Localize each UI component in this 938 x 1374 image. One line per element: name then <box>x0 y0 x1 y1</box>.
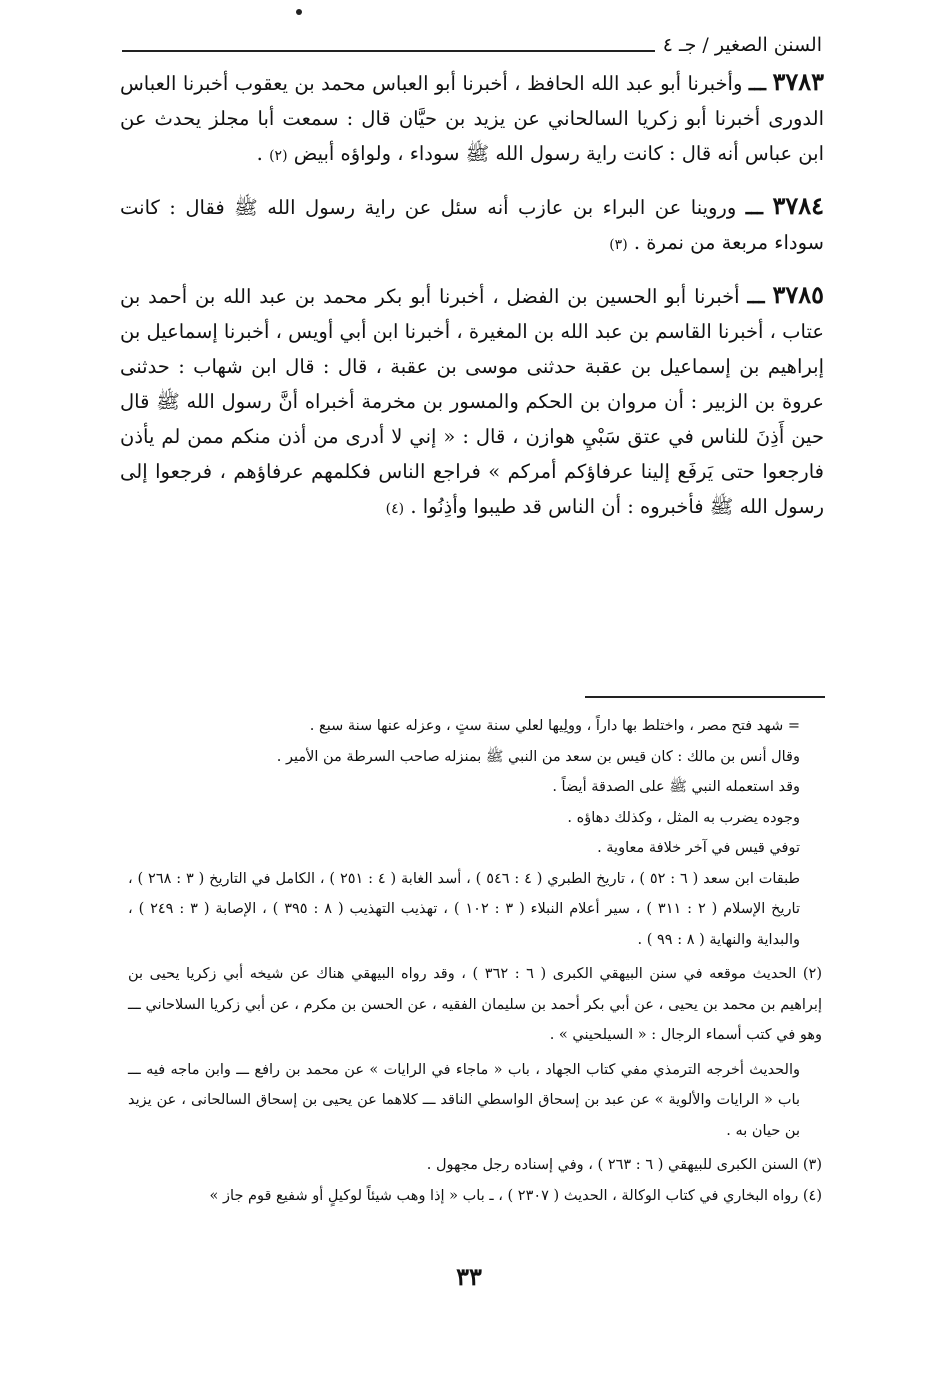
footnote-4: (٤) رواه البخاري في كتاب الوكالة ، الحديث ( ٢٣٠٧ ) ، ـ باب « إذا وهب شيئاً لوكيلٍ أو شفيع قوم جاز » <box>209 1187 822 1204</box>
hadith-dash: ـــ <box>748 72 766 95</box>
header-rule <box>122 50 655 52</box>
footnotes <box>128 711 822 1211</box>
footnote-separator <box>585 696 825 698</box>
footnote-line: وقال أنس بن مالك : كان قيس بن سعد من النبي ﷺ بمنزله صاحب السرطة من الأمير . <box>276 748 800 765</box>
footnote-ref: (٣) <box>609 237 628 253</box>
footnote-ref: (٢) <box>269 148 288 164</box>
hadith-text: وروينا عن البراء بن عازب أنه سئل عن راية رسول الله ﷺ فقال : كانت سوداء مربعة من نمرة . <box>120 196 824 254</box>
footnote-line: وقد استعمله النبي ﷺ على الصدقة أيضاً . <box>552 779 800 795</box>
hadith-text: وأخبرنا أبو عبد الله الحافظ ، أخبرنا أبو العباس محمد بن يعقوب أخبرنا العباس الدورى أخبرنا أبو زكريا السالحاني عن يزيد بن حيَّان قال : سمعت أبا مجلز يحدث عن ابن عباس أنه قال : كانت راية رسول الله ﷺ سوداء ، ولواؤه أبيض <box>120 72 824 165</box>
main-text <box>120 64 824 527</box>
hadith-number: ٣٧٨٤ <box>772 191 825 220</box>
hadith-text: أخبرنا أبو الحسين بن الفضل ، أخبرنا أبو بكر محمد بن عبد الله بن أحمد بن عتاب ، أخبرنا القاسم بن عبد الله بن المغيرة ، أخبرنا ابن أبي أويس ، أخبرنا إسماعيل بن إبراهيم بن إسماعيل بن عقبة حدثنى موسى بن عقبة ، قال : قال ابن شهاب : حدثنى عروة بن الزبير : أن مروان بن الحكم والمسور بن مخرمة أخبراه أنَّ رسول الله ﷺ قال حين أَذِنَ للناس في عتق سَبْيِ هوازن ، قال : « إني لا أدرى من أذن منكم ممن لم يأذن فارجعوا حتى يَرفَع إلينا عرفاؤكم أمركم » فراجع الناس فكلمهم عرفاؤهم ، فرجعوا إلى رسول الله ﷺ فأخبروه : أن الناس قد طيبوا وأذِنُوا . <box>120 285 824 518</box>
footnote-ref: (٤) <box>385 501 405 517</box>
hadith-dash: ـــ <box>747 285 765 308</box>
ink-dot <box>296 9 302 15</box>
footnote-line: توفي قيس في آخر خلافة معاوية . <box>597 840 800 856</box>
header-title: السنن الصغير / جـ ٤ <box>662 34 822 56</box>
footnote-line: والحديث أخرجه الترمذي مفي كتاب الجهاد ، باب « ماجاء في الرايات » عن محمد بن رافع ـــ وابن ماجه فيه ـــ باب « الرايات والألوية » عن عبد بن إسحاق الواسطي الناقد ـــ كلاهما عن يحيى بن إسحاق السالحانى ، عن يزيد بن حيان به . <box>128 1061 800 1139</box>
hadith-tail: . <box>256 142 270 165</box>
hadith-entry-3784 <box>120 188 824 263</box>
hadith-number: ٣٧٨٣ <box>772 67 825 96</box>
footnote-3: (٣) السنن الكبرى للبيهقي ( ٦ : ٢٦٣ ) ، وفي إسناده رجل مجهول . <box>426 1157 822 1173</box>
footnote-line: طبقات ابن سعد ( ٦ : ٥٢ ) ، تاريخ الطبري ( ٤ : ٥٤٦ ) ، أسد الغابة ( ٤ : ٢٥١ ) ، الكامل في التاريخ ( ٣ : ٢٦٨ ) ، تاريخ الإسلام ( ٢ : ٣١١ ) ، سير أعلام النبلاء ( ٣ : ١٠٢ ) ، تهذيب التهذيب ( ٨ : ٣٩٥ ) ، الإصابة ( ٣ : ٢٤٩ ) ، والبداية والنهاية ( ٨ : ٩٩ ) . <box>128 870 801 948</box>
hadith-entry-3785 <box>120 277 824 527</box>
running-header <box>122 34 822 56</box>
footnote-line: وجوده يضرب به المثل ، وكذلك دهاؤه . <box>567 809 800 826</box>
hadith-dash: ـــ <box>745 196 763 219</box>
hadith-entry-3783 <box>120 64 824 174</box>
page-number: ٣٣ <box>456 1262 482 1291</box>
hadith-number: ٣٧٨٥ <box>772 280 825 309</box>
footnote-line: = شهد فتح مصر ، واختلط بها داراً ، وولِيها لعلي سنة ستٍ ، وعزله عنها سنة سبع . <box>309 718 800 734</box>
footnote-2: (٢) الحديث موقعه في سنن البيهقي الكبرى ( ٦ : ٣٦٢ ) ، وقد رواه البيهقي هناك عن شيخه أبي زكريا يحيى بن إبراهيم بن محمد بن يحيى ، عن أبي بكر أحمد بن سليمان الفقيه ، عن الحسن بن مكرم ، عن أبي زكريا السلاحاني ـــ وهو في كتب أسماء الرجال : « السيلحيني » . <box>128 966 822 1043</box>
